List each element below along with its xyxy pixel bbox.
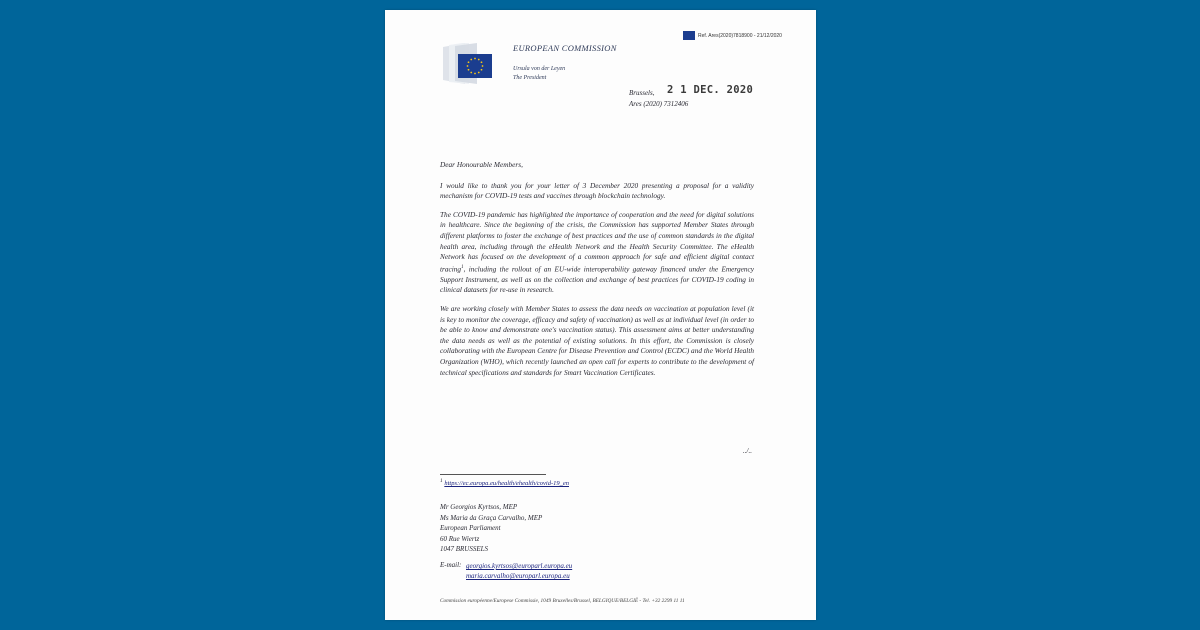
eu-star-icon [482, 65, 484, 67]
eu-star-icon [474, 58, 476, 60]
addressee-line: 60 Rue Wiertz [440, 534, 480, 543]
letter-page [385, 10, 816, 620]
eu-star-icon [470, 59, 472, 61]
ares-reference: Ares (2020) 7312406 [629, 100, 689, 108]
paragraph-3: We are working closely with Member States to assess the data needs on vaccination at population level (it is key to monitor the coverage, efficacy and safety of vaccination) as well as at individual level (in order to be able to know and demonstrate one's vaccination status). This assessment aims at better understanding the data needs as well as the potential of existing solutions. In this effort, the Commission is closely collaborating with the European Centre for Disease Prevention and Control (ECDC) and the World Health Organization (WHO), which recently launched an open call for experts to contribute to the development of technical specifications and standards for Smart Vaccination Certificates. [440, 303, 754, 377]
eu-star-icon [468, 69, 470, 71]
eu-star-icon [478, 59, 480, 61]
paragraph-1: I would like to thank you for your letter of 3 December 2020 presenting a proposal for a validity mechanism for COVID-19 tests and vaccines through blockchain technology. [440, 180, 754, 201]
addressee-line: European Parliament [440, 524, 501, 532]
eu-star-icon [481, 69, 483, 71]
eu-star-icon [470, 72, 472, 74]
addressee-line: 1047 BRUSSELS [440, 545, 489, 553]
footnote [440, 478, 569, 487]
paragraph-2: The COVID-19 pandemic has highlighted the importance of cooperation and the need for digital solutions in healthcare. Since the beginning of the crisis, the Commission has supported Member States through different platforms to foster the exchange of best practices and the use of common standards in the digital health area, including through the eHealth Network and the Health Security Committee. The eHealth Network has focused on the development of a common approach for safe and efficient digital contact tracing$^1$, including the rollout of an EU-wide interoperability gateway financed under the Emergency Support Instrument, as well as on the collection and exchange of best practices for COVID-19 coding in clinical datasets for re-use in research. [440, 209, 754, 295]
email-link[interactable]: georgios.kyrtsos@europarl.europa.eu [466, 562, 573, 570]
page-footer: Commission européenne/Europese Commissie, 1049 Bruxelles/Brussel, BELGIQUE/BELGIË - Tel. +32 2299 11 11 [440, 598, 685, 604]
signer-name: Ursula von der Leyen [513, 66, 566, 72]
signer-title: The President [513, 75, 547, 81]
footnote-marker: 1 [461, 264, 464, 270]
european-commission-logo [441, 43, 502, 84]
greeting: Dear Honourable Members, [440, 160, 523, 169]
email-label: E-mail: [440, 561, 462, 569]
addressee-line: Mr Georgios Kyrtsos, MEP [440, 503, 518, 511]
eu-star-icon [474, 73, 476, 75]
eu-flag-small-icon [683, 31, 695, 40]
footnote-link[interactable]: https://ec.europa.eu/health/ehealth/covid-19_en [444, 480, 569, 488]
footnote-divider [440, 474, 546, 475]
addressee-block [440, 502, 542, 555]
addressee-line: Ms Maria da Graça Carvalho, MEP [440, 513, 543, 522]
eu-star-icon [481, 61, 483, 63]
document-reference: Ref. Ares(2020)7818900 - 21/12/2020 [683, 31, 782, 40]
place: Brussels, [629, 89, 655, 97]
eu-star-icon [468, 61, 470, 63]
eu-star-icon [467, 65, 469, 67]
date-stamp: 2 1 DEC. 2020 [667, 84, 754, 96]
organization-name: EUROPEAN COMMISSION [513, 43, 617, 53]
email-link[interactable]: maria.carvalho@europarl.europa.eu [466, 572, 570, 580]
eu-star-icon [478, 72, 480, 74]
email-list [466, 561, 572, 581]
continuation-mark: ../.. [743, 447, 752, 455]
signer-block [513, 65, 565, 83]
footnote-number: 1 [440, 478, 443, 484]
letter-body [440, 160, 754, 386]
